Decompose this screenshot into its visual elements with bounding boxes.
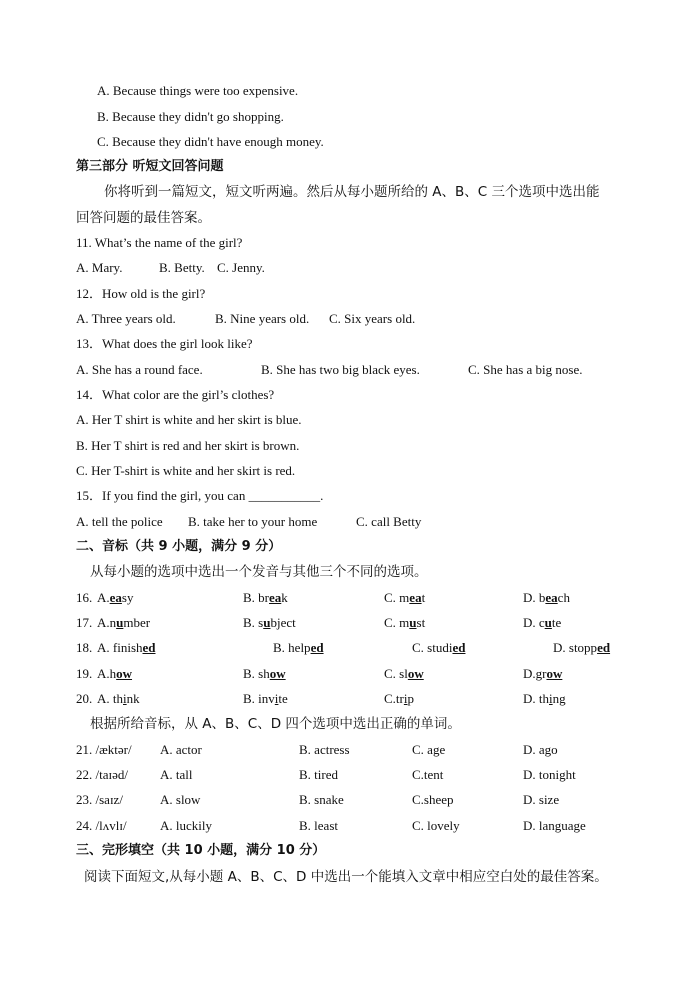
option-d: D. tonight (523, 767, 576, 782)
underlined-letters: ea (409, 590, 422, 605)
option-a: A. Mary. (76, 260, 123, 275)
option-d: D. language (523, 818, 586, 833)
option-b: B. invite (243, 691, 288, 706)
option-c: C. Jenny. (217, 260, 265, 275)
option-a: A. actor (160, 742, 202, 757)
option-b: B. Betty. (159, 260, 205, 275)
underlined-letters: ow (269, 666, 286, 681)
option-d: D. beach (523, 590, 570, 605)
option-a: A. think (97, 691, 140, 706)
part3-instruction: 回答问题的最佳答案。 (76, 210, 211, 226)
option-d: D. ago (523, 742, 558, 757)
option-b: B. Her T shirt is red and her skirt is brown. (76, 438, 300, 453)
question-number: 16. (76, 590, 93, 605)
option-line: C. Because they didn't have enough money. (97, 134, 324, 149)
option-b: B. She has two big black eyes. (261, 362, 420, 377)
underlined-letters: i (274, 691, 279, 706)
option-c: C. lovely (412, 818, 460, 833)
option-a: A. She has a round face. (76, 362, 203, 377)
option-line: A. Because things were too expensive. (97, 83, 299, 98)
question-number: 17. (76, 615, 93, 630)
part3-instruction: 你将听到一篇短文，短文听两遍。然后从每小题所给的 A、B、C 三个选项中选出能 (104, 184, 600, 200)
underlined-letters: u (544, 615, 552, 630)
option-d: D. stopped (553, 640, 611, 655)
underlined-letters: i (403, 691, 408, 706)
question-number: 20. (76, 691, 93, 706)
option-c: C.sheep (412, 792, 454, 807)
section2-instruction: 从每小题的选项中选出一个发音与其他三个不同的选项。 (90, 564, 428, 580)
option-c: C. She has a big nose. (468, 362, 583, 377)
option-d: D. cute (523, 615, 562, 630)
option-a: A.easy (97, 590, 134, 605)
option-a: A. Her T shirt is white and her skirt is blue. (76, 412, 302, 427)
phonetic-question: 23. /saɪz/ (76, 792, 123, 807)
option-b: B. break (243, 590, 288, 605)
option-b: B. take her to your home (188, 514, 318, 529)
option-a: A. luckily (160, 818, 212, 833)
option-a: A. tall (160, 767, 193, 782)
option-c: C.trip (384, 691, 414, 706)
question-12: 12．How old is the girl? (76, 286, 206, 301)
option-d: D. size (523, 792, 560, 807)
underlined-letters: ed (452, 640, 466, 655)
option-c: C. Her T-shirt is white and her skirt is red. (76, 463, 296, 478)
underlined-letters: i (123, 691, 127, 706)
underlined-letters: ea (109, 590, 122, 605)
question-14: 14．What color are the girl’s clothes? (76, 387, 275, 402)
underlined-letters: ed (142, 640, 156, 655)
underlined-letters: ow (407, 666, 424, 681)
option-c: C. studied (412, 640, 466, 655)
option-a: A. slow (160, 792, 201, 807)
option-c: C.tent (412, 767, 444, 782)
phonetic-question: 21. /æktər/ (76, 742, 132, 757)
option-b: B. snake (299, 792, 344, 807)
option-d: D.grow (523, 666, 563, 681)
option-c: C. Six years old. (329, 311, 416, 326)
question-15: 15．If you find the girl, you can ___________. (76, 488, 324, 503)
question-number: 19. (76, 666, 93, 681)
underlined-letters: ow (546, 666, 563, 681)
option-b: B. helped (273, 640, 324, 655)
underlined-letters: ow (116, 666, 133, 681)
option-a: A. finished (97, 640, 156, 655)
underlined-letters: ea (269, 590, 282, 605)
underlined-letters: u (116, 615, 124, 630)
option-b: B. actress (299, 742, 350, 757)
section2-title: 二、音标（共 9 小题，满分 9 分） (76, 539, 282, 554)
option-b: B. least (299, 818, 338, 833)
phonetic-question: 22. /taɪəd/ (76, 767, 128, 782)
option-c: C. meat (384, 590, 426, 605)
option-line: B. Because they didn't go shopping. (97, 109, 284, 124)
underlined-letters: ed (310, 640, 324, 655)
question-13: 13．What does the girl look like? (76, 336, 253, 351)
underlined-letters: u (409, 615, 417, 630)
question-number: 18. (76, 640, 93, 655)
option-b: B. subject (243, 615, 296, 630)
section2-instruction: 根据所给音标，从 A、B、C、D 四个选项中选出正确的单词。 (90, 716, 461, 732)
option-b: B. show (243, 666, 286, 681)
question-11: 11. What’s the name of the girl? (76, 235, 243, 250)
option-a: A.number (97, 615, 151, 630)
option-b: B. tired (299, 767, 338, 782)
section3-instruction: 阅读下面短文,从每小题 A、B、C、D 中选出一个能填入文章中相应空白处的最佳答案。 (84, 869, 608, 885)
option-a: A. Three years old. (76, 311, 176, 326)
underlined-letters: ed (597, 640, 611, 655)
option-d: D. thing (523, 691, 566, 706)
option-a: A.how (97, 666, 133, 681)
option-c: C. age (412, 742, 446, 757)
option-a: A. tell the police (76, 514, 163, 529)
section3-title: 三、完形填空（共 10 小题，满分 10 分） (76, 843, 326, 858)
option-c: C. slow (384, 666, 424, 681)
part3-title: 第三部分 听短文回答问题 (76, 159, 224, 174)
underlined-letters: ea (545, 590, 558, 605)
underlined-letters: u (263, 615, 271, 630)
option-b: B. Nine years old. (215, 311, 310, 326)
option-c: C. call Betty (356, 514, 422, 529)
underlined-letters: i (549, 691, 553, 706)
option-c: C. must (384, 615, 426, 630)
phonetic-question: 24. /lʌvlɪ/ (76, 818, 127, 833)
